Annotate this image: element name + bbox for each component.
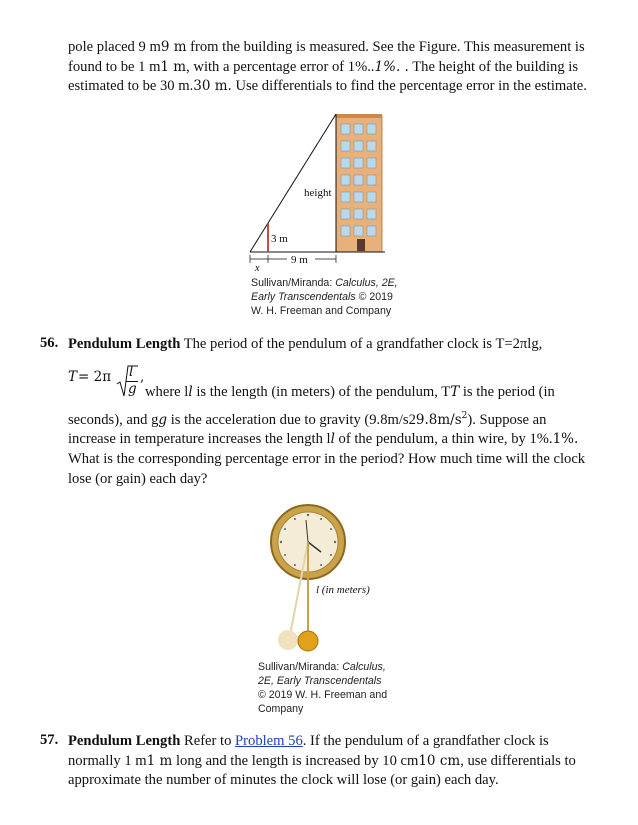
p57-line-2	[68, 752, 604, 772]
building-figure	[240, 108, 390, 278]
math-sup: 2	[461, 411, 468, 421]
p56-line-2	[145, 383, 615, 403]
p56-line-5: What is the corresponding percentage error in the period? How much time will the clock	[68, 451, 586, 468]
text-run: seconds), and g	[68, 411, 159, 428]
value-30m: 30 m.	[160, 78, 194, 95]
credit-title: Calculus,	[342, 661, 386, 673]
text-run: is the acceleration due to gravity (9.8m/s2	[167, 411, 416, 428]
text-run: The height of the building is	[408, 58, 579, 75]
text-run: Use differentials to find the percentage error in the estimate.	[231, 78, 587, 95]
credit-text: Sullivan/Miranda:	[251, 277, 336, 289]
math-l: l	[330, 431, 335, 448]
problem-57-number: 57.	[40, 732, 59, 748]
text-run: estimated to be	[68, 78, 160, 95]
p55-line-1	[68, 38, 604, 58]
problem-56-number: 56.	[40, 335, 59, 351]
text-run: normally	[68, 752, 125, 769]
credit-title: 2E, Early Transcendentals	[258, 675, 382, 687]
pole-label: 3 m	[271, 233, 288, 245]
text-run: , with a percentage error of	[186, 58, 348, 75]
math-T: T	[450, 384, 460, 400]
math-1pct: 1%.	[552, 431, 579, 448]
x-label: x	[255, 263, 260, 274]
height-label: height	[304, 187, 332, 199]
problem-57-text	[68, 732, 604, 791]
text-run: ). Suppose an	[467, 411, 547, 428]
pendulum-bob-faded	[278, 630, 298, 650]
figure2-credit	[258, 660, 387, 716]
credit-text: © 2019 W. H. Freeman and	[258, 689, 388, 701]
problem-56-link[interactable]: Problem 56	[235, 733, 303, 749]
math-1m: 1 m	[146, 752, 173, 769]
text-run: where l	[145, 384, 189, 400]
text-run: , use differentials to	[460, 752, 576, 769]
value-9m: 9 m	[138, 39, 161, 55]
credit-title: Calculus, 2E,	[335, 277, 398, 289]
building-roof	[336, 114, 382, 118]
formula-l: l	[129, 364, 134, 380]
text-run: is the period (in	[459, 384, 555, 400]
credit-text: © 2019	[355, 291, 393, 303]
building-door	[357, 239, 365, 251]
problem-56-text	[68, 335, 604, 355]
text-run: . If the pendulum of a grandfather clock is	[302, 733, 549, 749]
p56-line-1	[68, 335, 604, 355]
sight-line	[250, 114, 336, 252]
math-1m: 1 m	[160, 58, 187, 75]
clock-figure	[266, 500, 396, 660]
p56-line-3	[68, 407, 604, 430]
math-g: g	[158, 411, 168, 428]
p55-line-3	[68, 77, 604, 97]
value-10cm: 10 cm	[382, 752, 419, 769]
problem-56-text-cont	[68, 407, 604, 489]
formula-g: g	[128, 381, 137, 397]
text-run: pole placed	[68, 39, 139, 55]
credit-text: W. H. Freeman and Company	[251, 305, 392, 317]
p56-line-6: lose (or gain) each day?	[68, 470, 208, 487]
formula-comma: ,	[140, 369, 145, 385]
credit-title: Early Transcendentals	[251, 291, 356, 303]
text-run: of the pendulum, a thin wire, by 1%.	[334, 431, 553, 448]
text-run: from the building is measured. See the Figure. This measurement is	[186, 39, 585, 55]
length-label: l (in meters)	[316, 584, 370, 596]
value-1m: 1 m	[138, 58, 161, 75]
math-9m: 9 m	[160, 39, 187, 55]
text-run: long and the length is increased by	[172, 752, 383, 769]
text-run: The period of the pendulum of a grandfather clock is T=2πlg,	[180, 336, 543, 352]
base-label: 9 m	[291, 254, 308, 266]
value-1pct: 1%..	[347, 58, 375, 75]
p55-line-2	[68, 58, 604, 78]
value-1m: 1 m	[124, 752, 147, 769]
credit-text: Company	[258, 703, 304, 715]
math-30m: 30 m.	[193, 78, 232, 95]
formula-T: T	[68, 369, 78, 385]
problem-56-title: Pendulum Length	[68, 336, 181, 352]
pendulum-bob	[298, 631, 318, 651]
math-gravity: 9.8m/s	[415, 411, 462, 428]
text-run: is the length (in meters) of the pendulum, T	[192, 384, 451, 400]
formula-eq: = 2π	[78, 369, 112, 385]
text-run: Refer to	[180, 733, 236, 749]
math-10cm: 10 cm	[418, 752, 461, 769]
p57-line-3: approximate the number of minutes the clock will lose (or gain) each day.	[68, 772, 499, 789]
figure1-credit	[251, 276, 398, 318]
text-run: found to be	[68, 58, 139, 75]
math-1pct: 1%. .	[374, 58, 409, 75]
building-windows	[341, 124, 376, 236]
math-l: l	[188, 384, 193, 400]
problem-55-text	[68, 38, 604, 97]
p56-line-4	[68, 430, 604, 450]
text-run: increase in temperature increases the length l	[68, 431, 331, 448]
credit-text: Sullivan/Miranda:	[258, 661, 343, 673]
p57-line-1	[68, 732, 604, 752]
problem-57-title: Pendulum Length	[68, 733, 181, 749]
